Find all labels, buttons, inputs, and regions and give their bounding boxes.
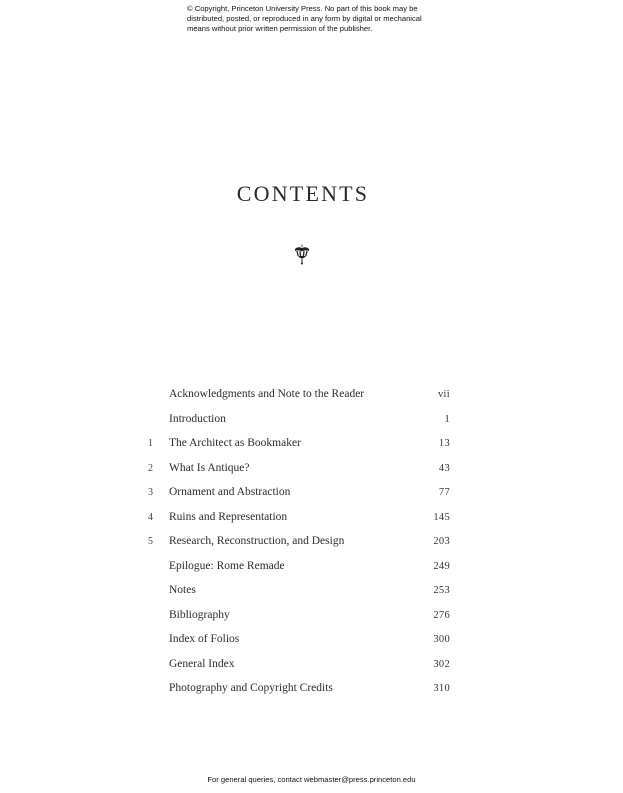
footer-contact: For general queries, contact webmaster@press.princeton.edu — [207, 775, 416, 784]
page-number: 300 — [433, 634, 450, 645]
page-number: 77 — [438, 487, 450, 498]
entry-title: Notes — [169, 584, 196, 596]
entry-title: Research, Reconstruction, and Design — [169, 535, 345, 547]
toc-entry — [0, 629, 623, 654]
chapter-number: 3 — [148, 487, 153, 498]
page-number: 253 — [433, 585, 450, 596]
page-number: 302 — [433, 658, 450, 670]
page-number: 13 — [438, 438, 450, 449]
entry-title: Acknowledgments and Note to the Reader — [169, 388, 365, 400]
chapter-number: 4 — [148, 511, 153, 523]
copyright-line: distributed, posted, or reproduced in any form by digital or mechanical — [187, 14, 422, 23]
entry-title: Ruins and Representation — [169, 510, 288, 523]
toc-entry — [0, 482, 623, 507]
table-of-contents — [0, 384, 623, 703]
entry-title: Epilogue: Rome Remade — [169, 559, 285, 572]
entry-title: Introduction — [169, 412, 226, 425]
toc-entry — [0, 507, 623, 532]
toc-entry — [0, 605, 623, 630]
entry-title: Photography and Copyright Credits — [169, 682, 333, 694]
toc-entry — [0, 556, 623, 581]
chapter-number: 1 — [148, 438, 153, 449]
entry-title: The Architect as Bookmaker — [169, 437, 301, 449]
entry-title: Ornament and Abstraction — [169, 486, 291, 498]
page-title: CONTENTS — [236, 181, 370, 206]
page-number: 203 — [433, 536, 450, 547]
page-number: 276 — [433, 609, 450, 621]
entry-title: Bibliography — [169, 608, 230, 621]
toc-entry — [0, 433, 623, 458]
toc-entry — [0, 580, 623, 605]
page-number: 310 — [433, 683, 450, 694]
page-number: vii — [438, 389, 450, 400]
copyright-line: © Copyright, Princeton University Press. No part of this book may be — [187, 4, 418, 13]
page-number: 1 — [444, 413, 450, 425]
entry-title: Index of Folios — [169, 633, 240, 645]
toc-entry — [0, 531, 623, 556]
entry-title: General Index — [169, 657, 235, 670]
toc-entry — [0, 409, 623, 434]
toc-entry — [0, 458, 623, 483]
chapter-number: 2 — [148, 462, 153, 474]
entry-title: What Is Antique? — [169, 461, 250, 474]
toc-entry — [0, 678, 623, 703]
toc-entry — [0, 384, 623, 409]
page-number: 145 — [433, 511, 450, 523]
toc-entry — [0, 654, 623, 679]
fleuron-icon — [292, 243, 312, 265]
copyright-notice — [187, 4, 447, 34]
page-number: 43 — [438, 462, 450, 474]
copyright-line: means without prior written permission of the publisher. — [187, 24, 373, 33]
chapter-number: 5 — [148, 536, 153, 547]
page-number: 249 — [433, 560, 450, 572]
